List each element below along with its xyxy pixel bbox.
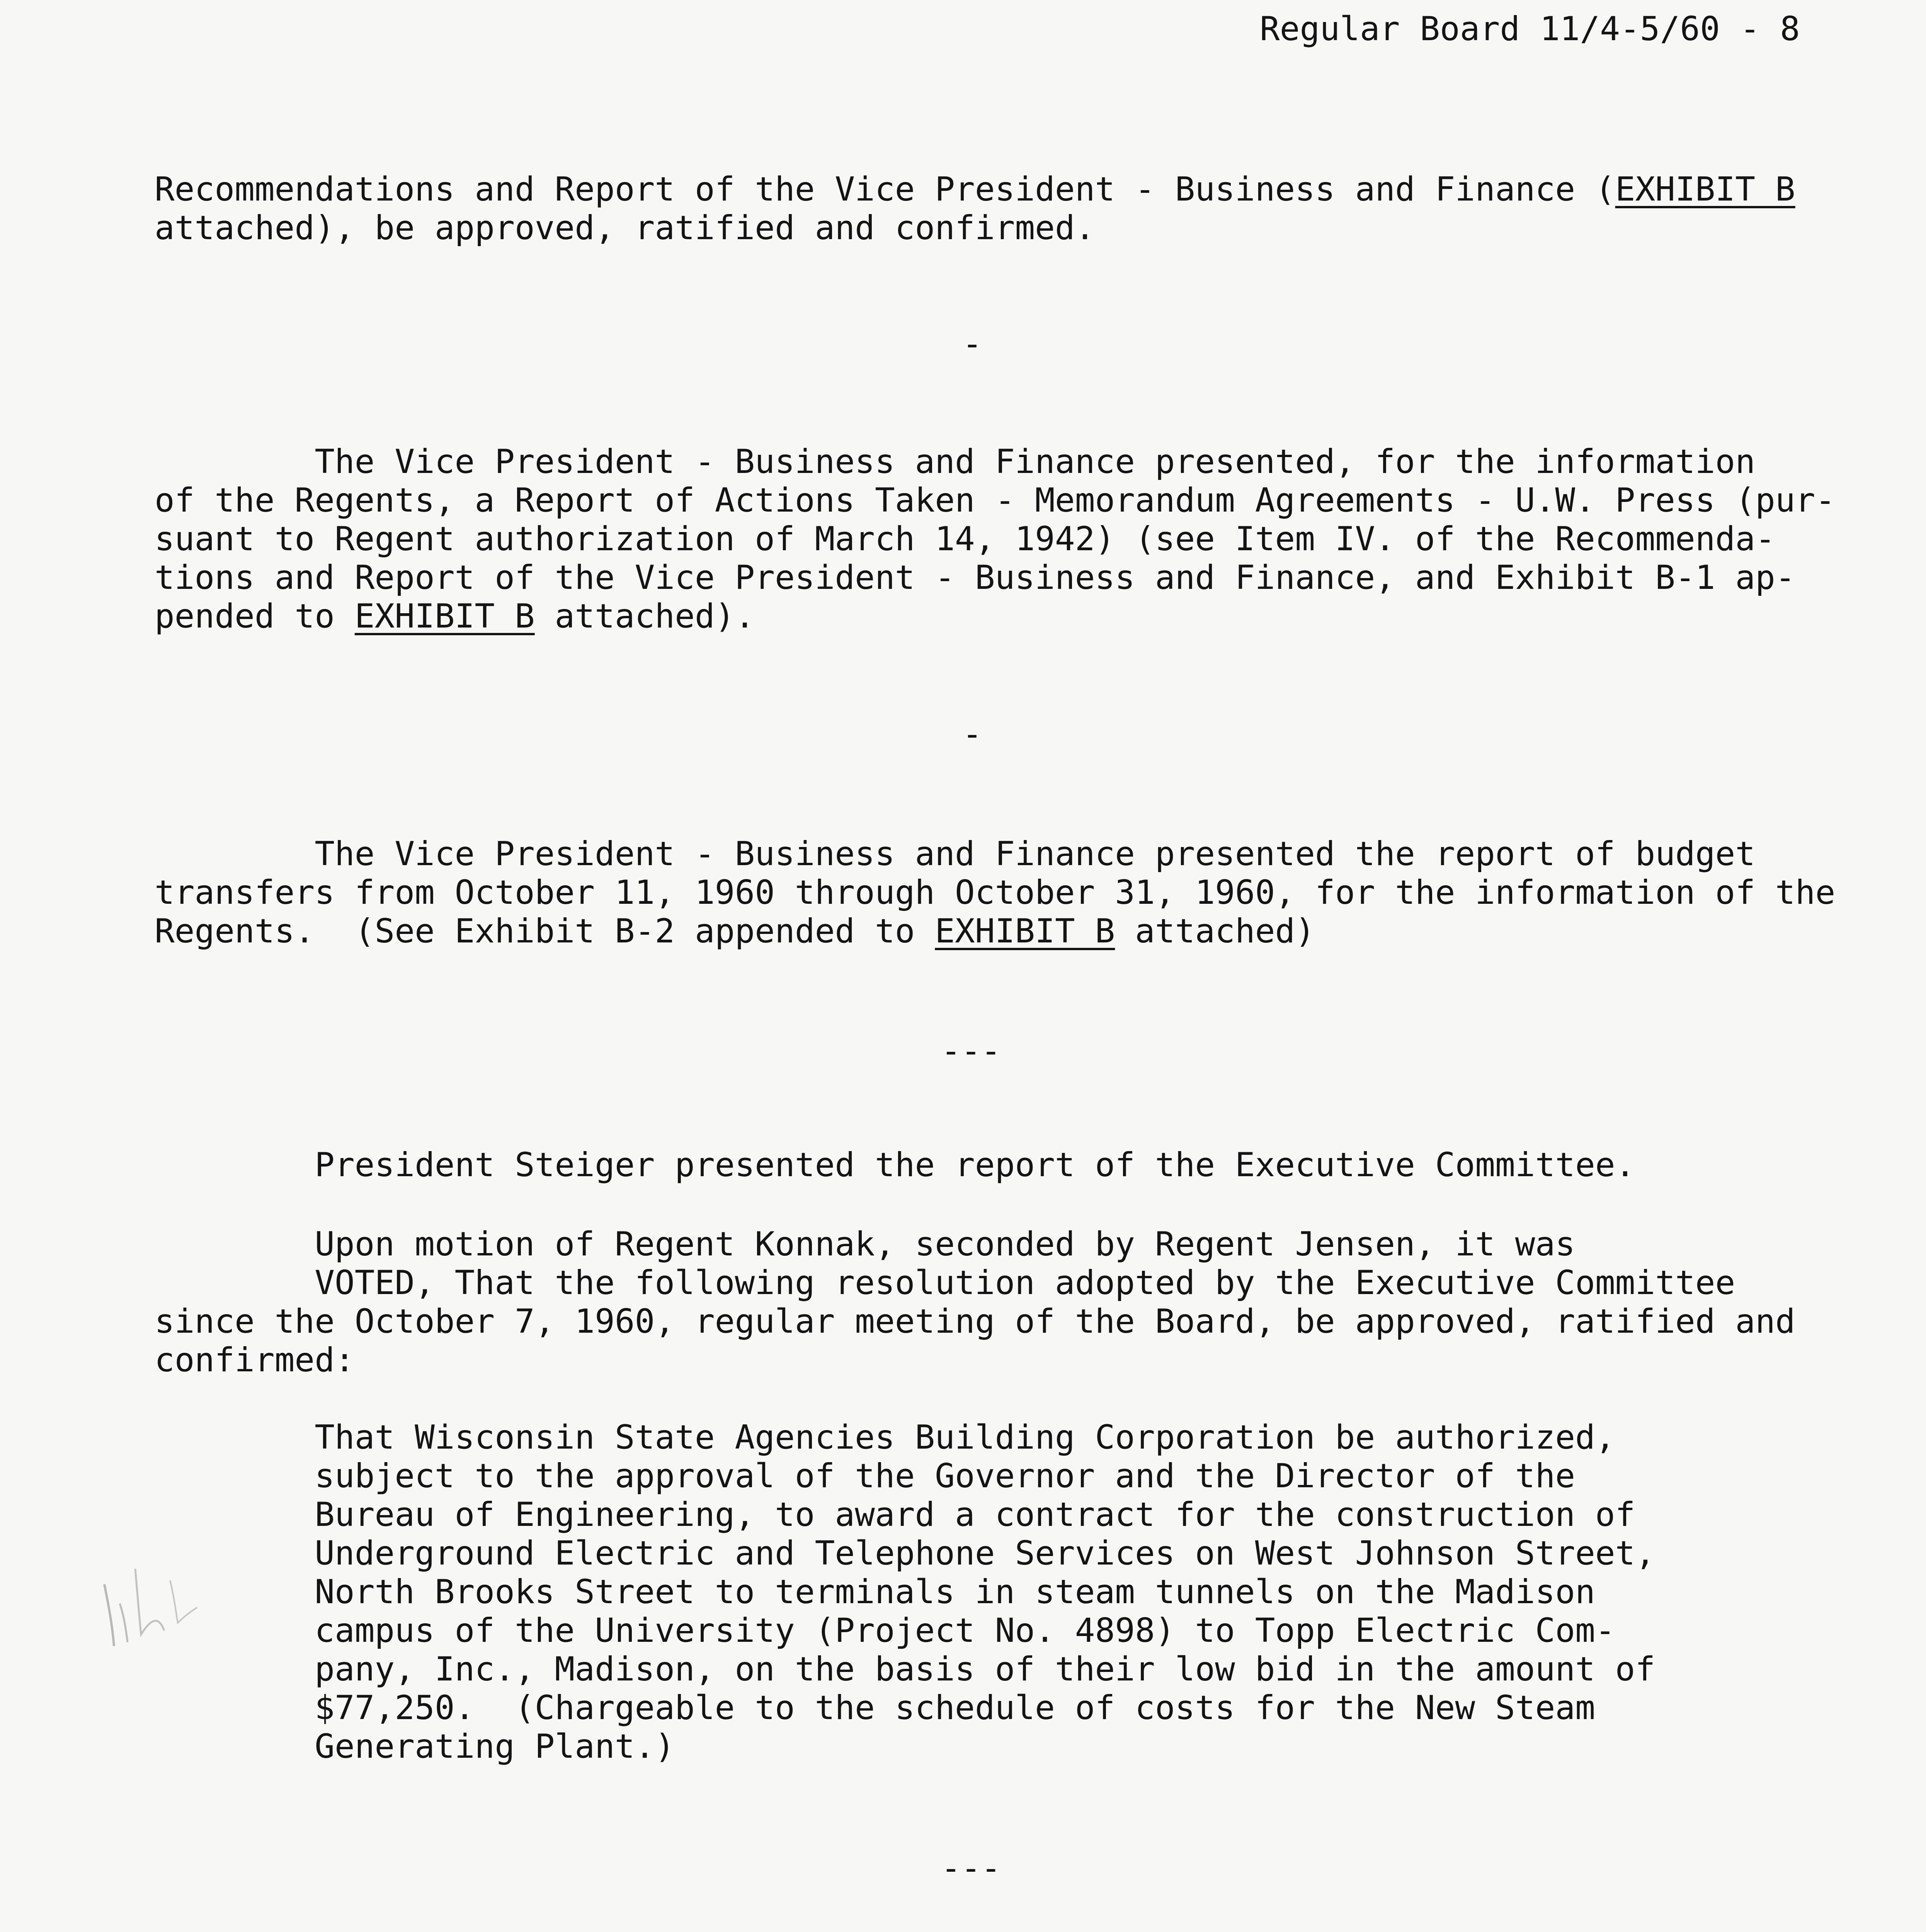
section2-line5: pended to EXHIBIT B attached). [155,597,755,636]
resolution-line: pany, Inc., Madison, on the basis of their low bid in the amount of [155,1650,1655,1689]
resolution-line: campus of the University (Project No. 4898) to Topp Electric Com- [155,1611,1615,1650]
margin-scribble [93,1557,209,1665]
resolution-line: Generating Plant.) [155,1727,675,1766]
section4-line2: Upon motion of Regent Konnak, seconded by Regent Jensen, it was [155,1225,1576,1264]
section-divider: --- [941,1849,1001,1888]
section4-line1: President Steiger presented the report of the Executive Committee. [155,1146,1635,1184]
section4-line3: VOTED, That the following resolution adopted by the Executive Committee [155,1264,1735,1302]
section-divider: - [962,325,982,363]
exhibit-b-reference: EXHIBIT B [935,912,1115,951]
section-divider: --- [941,1032,1001,1070]
resolution-line: $77,250. (Chargeable to the schedule of costs for the New Steam [155,1689,1595,1727]
section4-line4: since the October 7, 1960, regular meeting of the Board, be approved, ratified and [155,1302,1795,1341]
running-header: Regular Board 11/4-5/60 - 8 [1260,10,1800,48]
resolution-line: subject to the approval of the Governor and the Director of the [155,1457,1576,1495]
section3-line2: transfers from October 11, 1960 through October 31, 1960, for the information of the [155,873,1836,912]
section-divider: - [962,715,982,753]
section1-line1: Recommendations and Report of the Vice President - Business and Finance (EXHIBIT B [155,170,1795,209]
section1-line2: attached), be approved, ratified and confirmed. [155,209,1095,247]
section2-line4: tions and Report of the Vice President - Business and Finance, and Exhibit B-1 ap- [155,558,1795,597]
section4-line5: confirmed: [155,1341,355,1379]
section2-line2: of the Regents, a Report of Actions Taken - Memorandum Agreements - U.W. Press (pur- [155,481,1836,520]
resolution-line: Bureau of Engineering, to award a contract for the construction of [155,1495,1635,1534]
section2-line3: suant to Regent authorization of March 14, 1942) (see Item IV. of the Recommenda- [155,520,1775,558]
exhibit-b-reference: EXHIBIT B [1615,170,1795,209]
resolution-line: That Wisconsin State Agencies Building Corporation be authorized, [155,1418,1615,1457]
section3-line3: Regents. (See Exhibit B-2 appended to EXHIBIT B attached) [155,912,1315,951]
resolution-line: North Brooks Street to terminals in steam tunnels on the Madison [155,1573,1595,1611]
section2-line1: The Vice President - Business and Finance presented, for the information [155,442,1756,481]
exhibit-b-reference: EXHIBIT B [354,597,535,636]
resolution-line: Underground Electric and Telephone Services on West Johnson Street, [155,1534,1655,1573]
section3-line1: The Vice President - Business and Finance presented the report of budget [155,835,1756,873]
